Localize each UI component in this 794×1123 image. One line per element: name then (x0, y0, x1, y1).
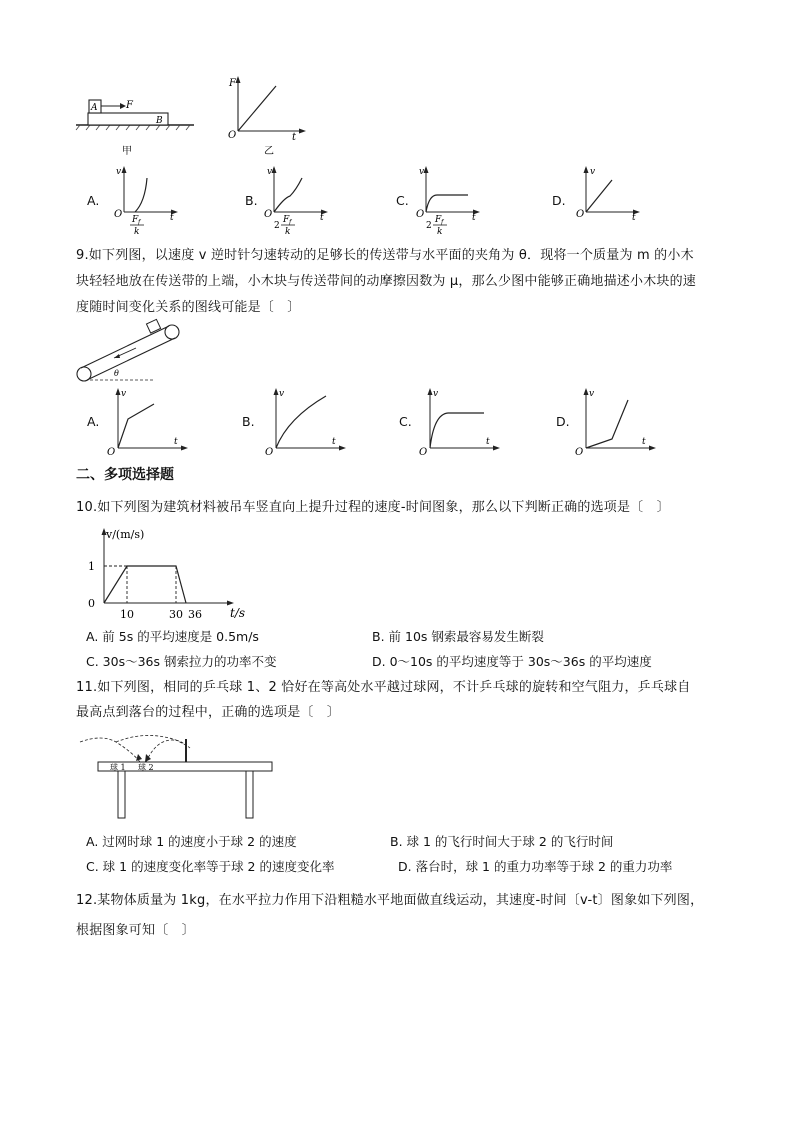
ball-2-label: 球 2 (138, 763, 154, 772)
q8b-mark-num: F (283, 215, 290, 225)
q8b-mark-den: k (285, 227, 291, 237)
q8c-origin: O (416, 209, 425, 220)
q9-graph-a (104, 382, 194, 462)
q11-option-d[interactable]: D. 落台时，球 1 的重力功率等于球 2 的重力功率 (398, 859, 673, 874)
q10-y1: 1 (88, 560, 95, 573)
q8b-x-label: t (320, 213, 324, 223)
yi-y-label: F (229, 78, 236, 89)
q8-graph-d (570, 162, 650, 242)
q10-text: 10.如下列图为建筑材料被吊车竖直向上提升过程的速度-时间图象，那么以下判断正确的选项是〔 〕 (76, 500, 670, 515)
q8-option-b-label[interactable]: B. (245, 193, 258, 208)
q9d-origin: O (575, 447, 584, 458)
q9b-y-label: v (279, 389, 285, 399)
q8-option-a-label[interactable]: A. (87, 193, 100, 208)
q9c-y-label: v (433, 389, 439, 399)
caption-jia: 甲 (122, 146, 132, 156)
q9-graph-d (572, 382, 662, 462)
q8a-y-label: v (116, 167, 122, 177)
q9b-x-label: t (332, 437, 336, 447)
q10-x1: 10 (120, 608, 134, 621)
q10-ylabel: v/(m/s) (106, 528, 145, 541)
q8b-origin: O (264, 209, 273, 220)
q8-option-d-label[interactable]: D. (552, 193, 566, 208)
section-title: 二、多项选择题 (76, 467, 174, 483)
q9c-x-label: t (486, 437, 490, 447)
q10-vt-graph (82, 520, 262, 624)
q10-option-a[interactable]: A. 前 5s 的平均速度是 0.5m/s (86, 629, 259, 644)
q9d-y-label: v (589, 389, 595, 399)
q8b-y-label: v (267, 167, 273, 177)
q8c-x-label: t (472, 213, 476, 223)
belt-angle-label: θ (114, 369, 119, 378)
q9-option-b-label[interactable]: B. (242, 414, 255, 429)
q9-line-2: 块轻轻地放在传送带的上端，小木块与传送带间的动摩擦因数为 μ，那么少图中能够正确地描述小木块的速 (76, 274, 697, 289)
q8a-origin: O (114, 209, 123, 220)
q8b-mark-coef: 2 (274, 221, 280, 231)
q9-line-3: 度随时间变化关系的图线可能是〔 〕 (76, 300, 301, 315)
q11-line-2: 最高点到落台的过程中，正确的选项是〔 〕 (76, 705, 341, 720)
q12-line-1: 12.某物体质量为 1kg，在水平拉力作用下沿粗糙水平地面做直线运动，其速度-时间〔v-t〕图象如下列图， (76, 893, 704, 908)
q8a-x-label: t (170, 213, 174, 223)
q8d-x-label: t (632, 213, 636, 223)
figure-yi (224, 74, 314, 158)
q11-option-a[interactable]: A. 过网时球 1 的速度小于球 2 的速度 (86, 834, 297, 849)
q10-x2: 30 (169, 608, 183, 621)
q8-option-c-label[interactable]: C. (396, 193, 409, 208)
board-b-label: B (156, 116, 163, 126)
q9-option-a-label[interactable]: A. (87, 414, 100, 429)
q9a-y-label: v (121, 389, 127, 399)
q11-option-c[interactable]: C. 球 1 的速度变化率等于球 2 的速度变化率 (86, 859, 335, 874)
q9a-origin: O (107, 447, 116, 458)
block-a-label: A (91, 103, 98, 113)
q8c-mark-sub: f (441, 219, 444, 226)
q9-option-c-label[interactable]: C. (399, 414, 412, 429)
conveyor-belt-figure (74, 318, 194, 386)
q12-line-2: 根据图象可知〔 〕 (76, 923, 195, 938)
force-label: F (126, 100, 133, 111)
q10-xlabel: t/s (230, 606, 246, 620)
q8b-mark-sub: f (289, 219, 292, 226)
q9a-x-label: t (174, 437, 178, 447)
q8d-origin: O (576, 209, 585, 220)
q10-option-c[interactable]: C. 30s～36s 钢索拉力的功率不变 (86, 654, 277, 669)
q8a-mark-sub: f (138, 219, 141, 226)
ping-pong-table-figure (76, 732, 286, 824)
q10-option-b[interactable]: B. 前 10s 钢索最容易发生断裂 (372, 629, 544, 644)
yi-x-label: t (292, 132, 297, 143)
yi-origin: O (228, 130, 237, 141)
q8a-mark-den: k (134, 227, 140, 237)
q8-graph-b (260, 162, 340, 242)
q8c-mark-den: k (437, 227, 443, 237)
q8c-y-label: v (419, 167, 425, 177)
q8-graph-c (412, 162, 492, 242)
q8c-mark-num: F (435, 215, 442, 225)
q10-x3: 36 (188, 608, 202, 621)
ball-1-label: 球 1 (110, 763, 126, 772)
q9-line-1: 9.如下列图，以速度 v 逆时针匀速转动的足够长的传送带与水平面的夹角为 θ．现将一个质量为 m 的小木 (76, 248, 694, 263)
q8c-mark-coef: 2 (426, 221, 432, 231)
q11-option-b[interactable]: B. 球 1 的飞行时间大于球 2 的飞行时间 (390, 834, 614, 849)
q9-graph-b (262, 382, 352, 462)
q9d-x-label: t (642, 437, 646, 447)
q10-option-d[interactable]: D. 0～10s 的平均速度等于 30s～36s 的平均速度 (372, 654, 652, 669)
figure-jia (70, 88, 200, 156)
q8-graph-a (108, 162, 188, 242)
q9-graph-c (416, 382, 506, 462)
q9c-origin: O (419, 447, 428, 458)
q8a-mark-num: F (132, 215, 139, 225)
q11-line-1: 11.如下列图，相同的乒乓球 1、2 恰好在等高处水平越过球网，不计乒乓球的旋转和空气阻力，乒乓球自 (76, 680, 691, 695)
q9-option-d-label[interactable]: D. (556, 414, 570, 429)
caption-yi: 乙 (264, 146, 274, 157)
q8d-y-label: v (590, 167, 596, 177)
q9b-origin: O (265, 447, 274, 458)
q10-origin: 0 (88, 597, 95, 610)
